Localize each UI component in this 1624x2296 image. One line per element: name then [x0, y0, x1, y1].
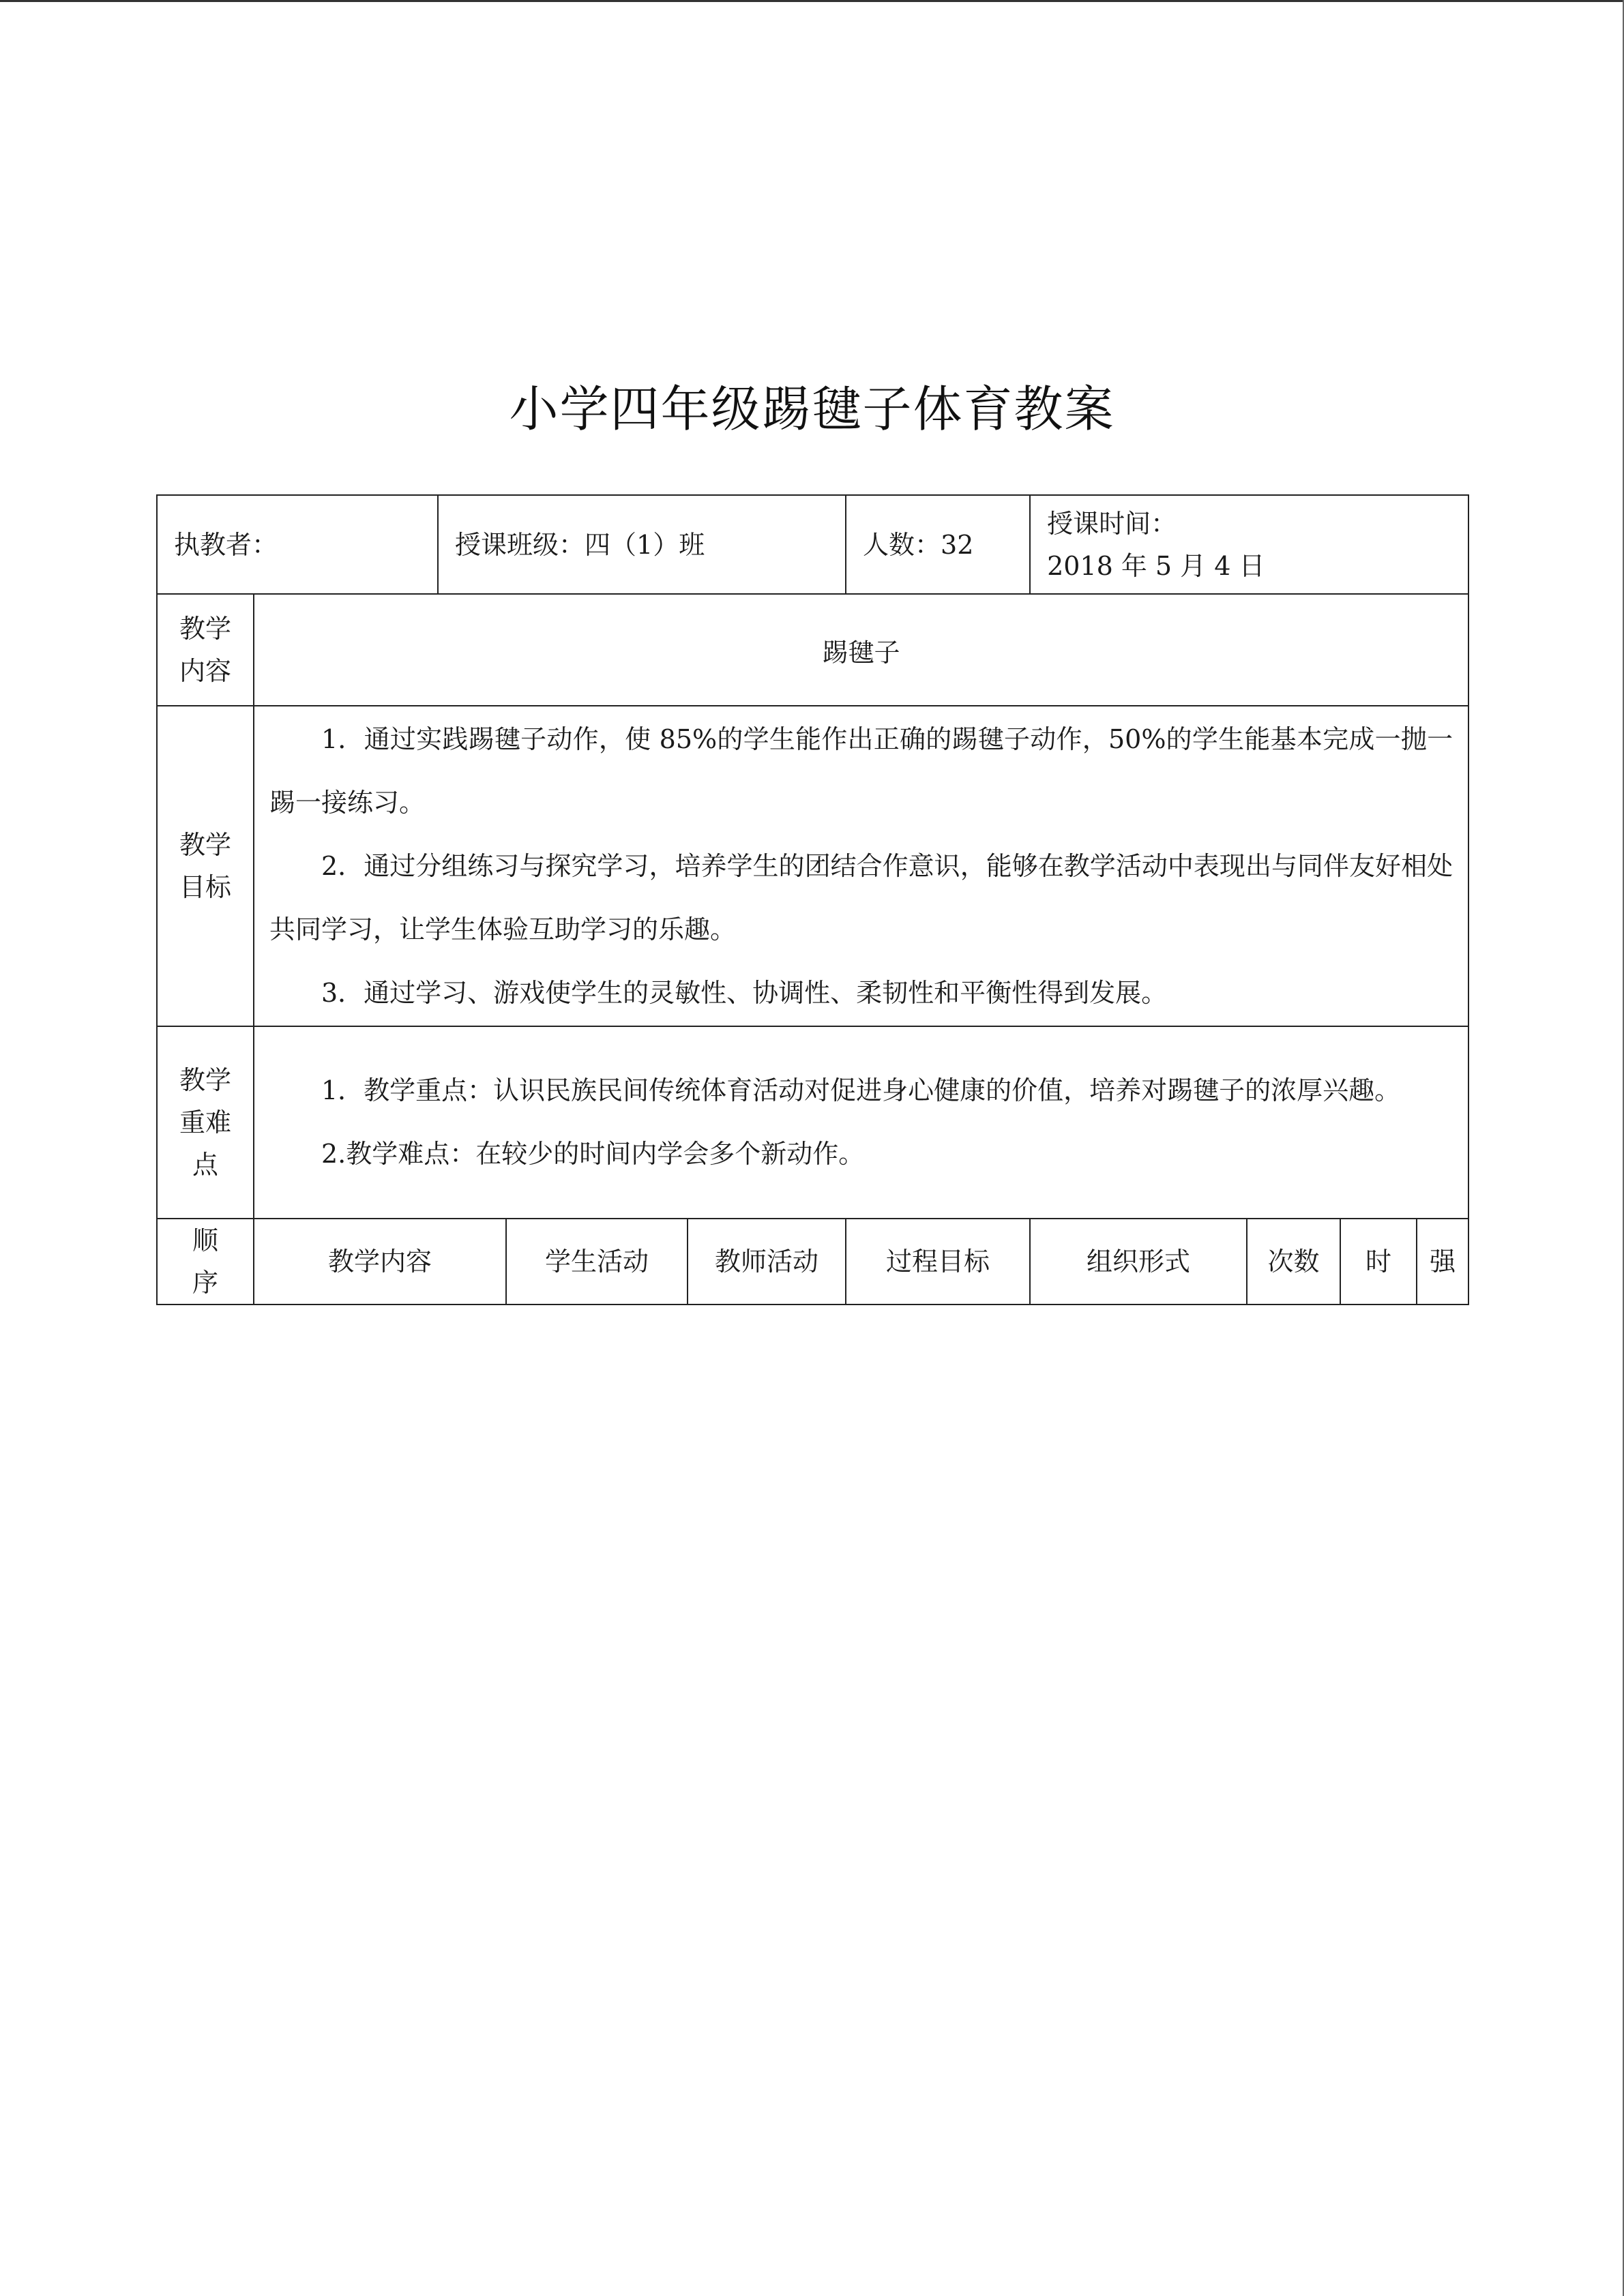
info-row	[157, 495, 1468, 594]
teacher-cell	[157, 495, 438, 594]
key-points-label-line3: 点	[192, 1150, 218, 1180]
key-points-row	[157, 1026, 1468, 1219]
header-intensity: 强	[1417, 1219, 1468, 1304]
goals-row	[157, 706, 1468, 1026]
header-times: 次数	[1247, 1219, 1340, 1304]
goals-label-line2: 目标	[179, 872, 231, 902]
content-label-line2: 内容	[179, 656, 231, 686]
column-header-row	[157, 1219, 1468, 1304]
header-order	[157, 1219, 254, 1304]
header-order-line1: 顺	[192, 1225, 218, 1255]
class-time-value: 2018 年 5 月 4 日	[1047, 550, 1265, 581]
key-point-item-2: 2.教学难点：在较少的时间内学会多个新动作。	[321, 1139, 865, 1169]
teacher-label: 执教者：	[174, 529, 278, 560]
key-points-label-line2: 重难	[179, 1107, 231, 1137]
class-label: 授课班级：四（1）班	[455, 529, 705, 560]
header-time: 时	[1340, 1219, 1417, 1304]
key-points-label-line1: 教学	[179, 1065, 231, 1095]
key-points-label-cell	[157, 1026, 254, 1219]
key-point-item-1: 1．教学重点：认识民族民间传统体育活动对促进身心健康的价值，培养对踢毽子的浓厚兴趣。	[321, 1075, 1401, 1105]
goals-label-line1: 教学	[179, 830, 231, 860]
lesson-plan-table	[156, 494, 1469, 1305]
header-order-line2: 序	[192, 1268, 218, 1298]
content-value: 踢毽子	[822, 637, 900, 668]
header-teacher-activity: 教师活动	[688, 1219, 846, 1304]
student-count-cell	[846, 495, 1030, 594]
goals-label-cell	[157, 706, 254, 1026]
content-label-line1: 教学	[179, 614, 231, 644]
content-row	[157, 594, 1468, 706]
content-value-cell	[254, 594, 1468, 706]
goals-text-cell	[254, 706, 1468, 1026]
header-organization: 组织形式	[1030, 1219, 1247, 1304]
goal-item-1: 1．通过实践踢毽子动作，使 85%的学生能作出正确的踢毽子动作，50%的学生能基本完成一抛一踢一接练习。	[269, 724, 1453, 818]
key-points-text-cell	[254, 1026, 1468, 1219]
document-title: 小学四年级踢毽子体育教案	[509, 381, 1115, 438]
page-top-border	[0, 0, 1624, 2]
class-time-label: 授课时间：	[1047, 508, 1177, 539]
student-count-label: 人数：32	[863, 529, 974, 560]
class-cell	[438, 495, 846, 594]
goal-item-2: 2．通过分组练习与探究学习，培养学生的团结合作意识，能够在教学活动中表现出与同伴友好相处共同学习，让学生体验互助学习的乐趣。	[269, 850, 1453, 944]
header-student-activity: 学生活动	[506, 1219, 688, 1304]
content-label-cell	[157, 594, 254, 706]
header-content: 教学内容	[254, 1219, 506, 1304]
class-time-cell	[1030, 495, 1468, 594]
header-process-goal: 过程目标	[846, 1219, 1030, 1304]
goal-item-3: 3．通过学习、游戏使学生的灵敏性、协调性、柔韧性和平衡性得到发展。	[321, 977, 1168, 1008]
